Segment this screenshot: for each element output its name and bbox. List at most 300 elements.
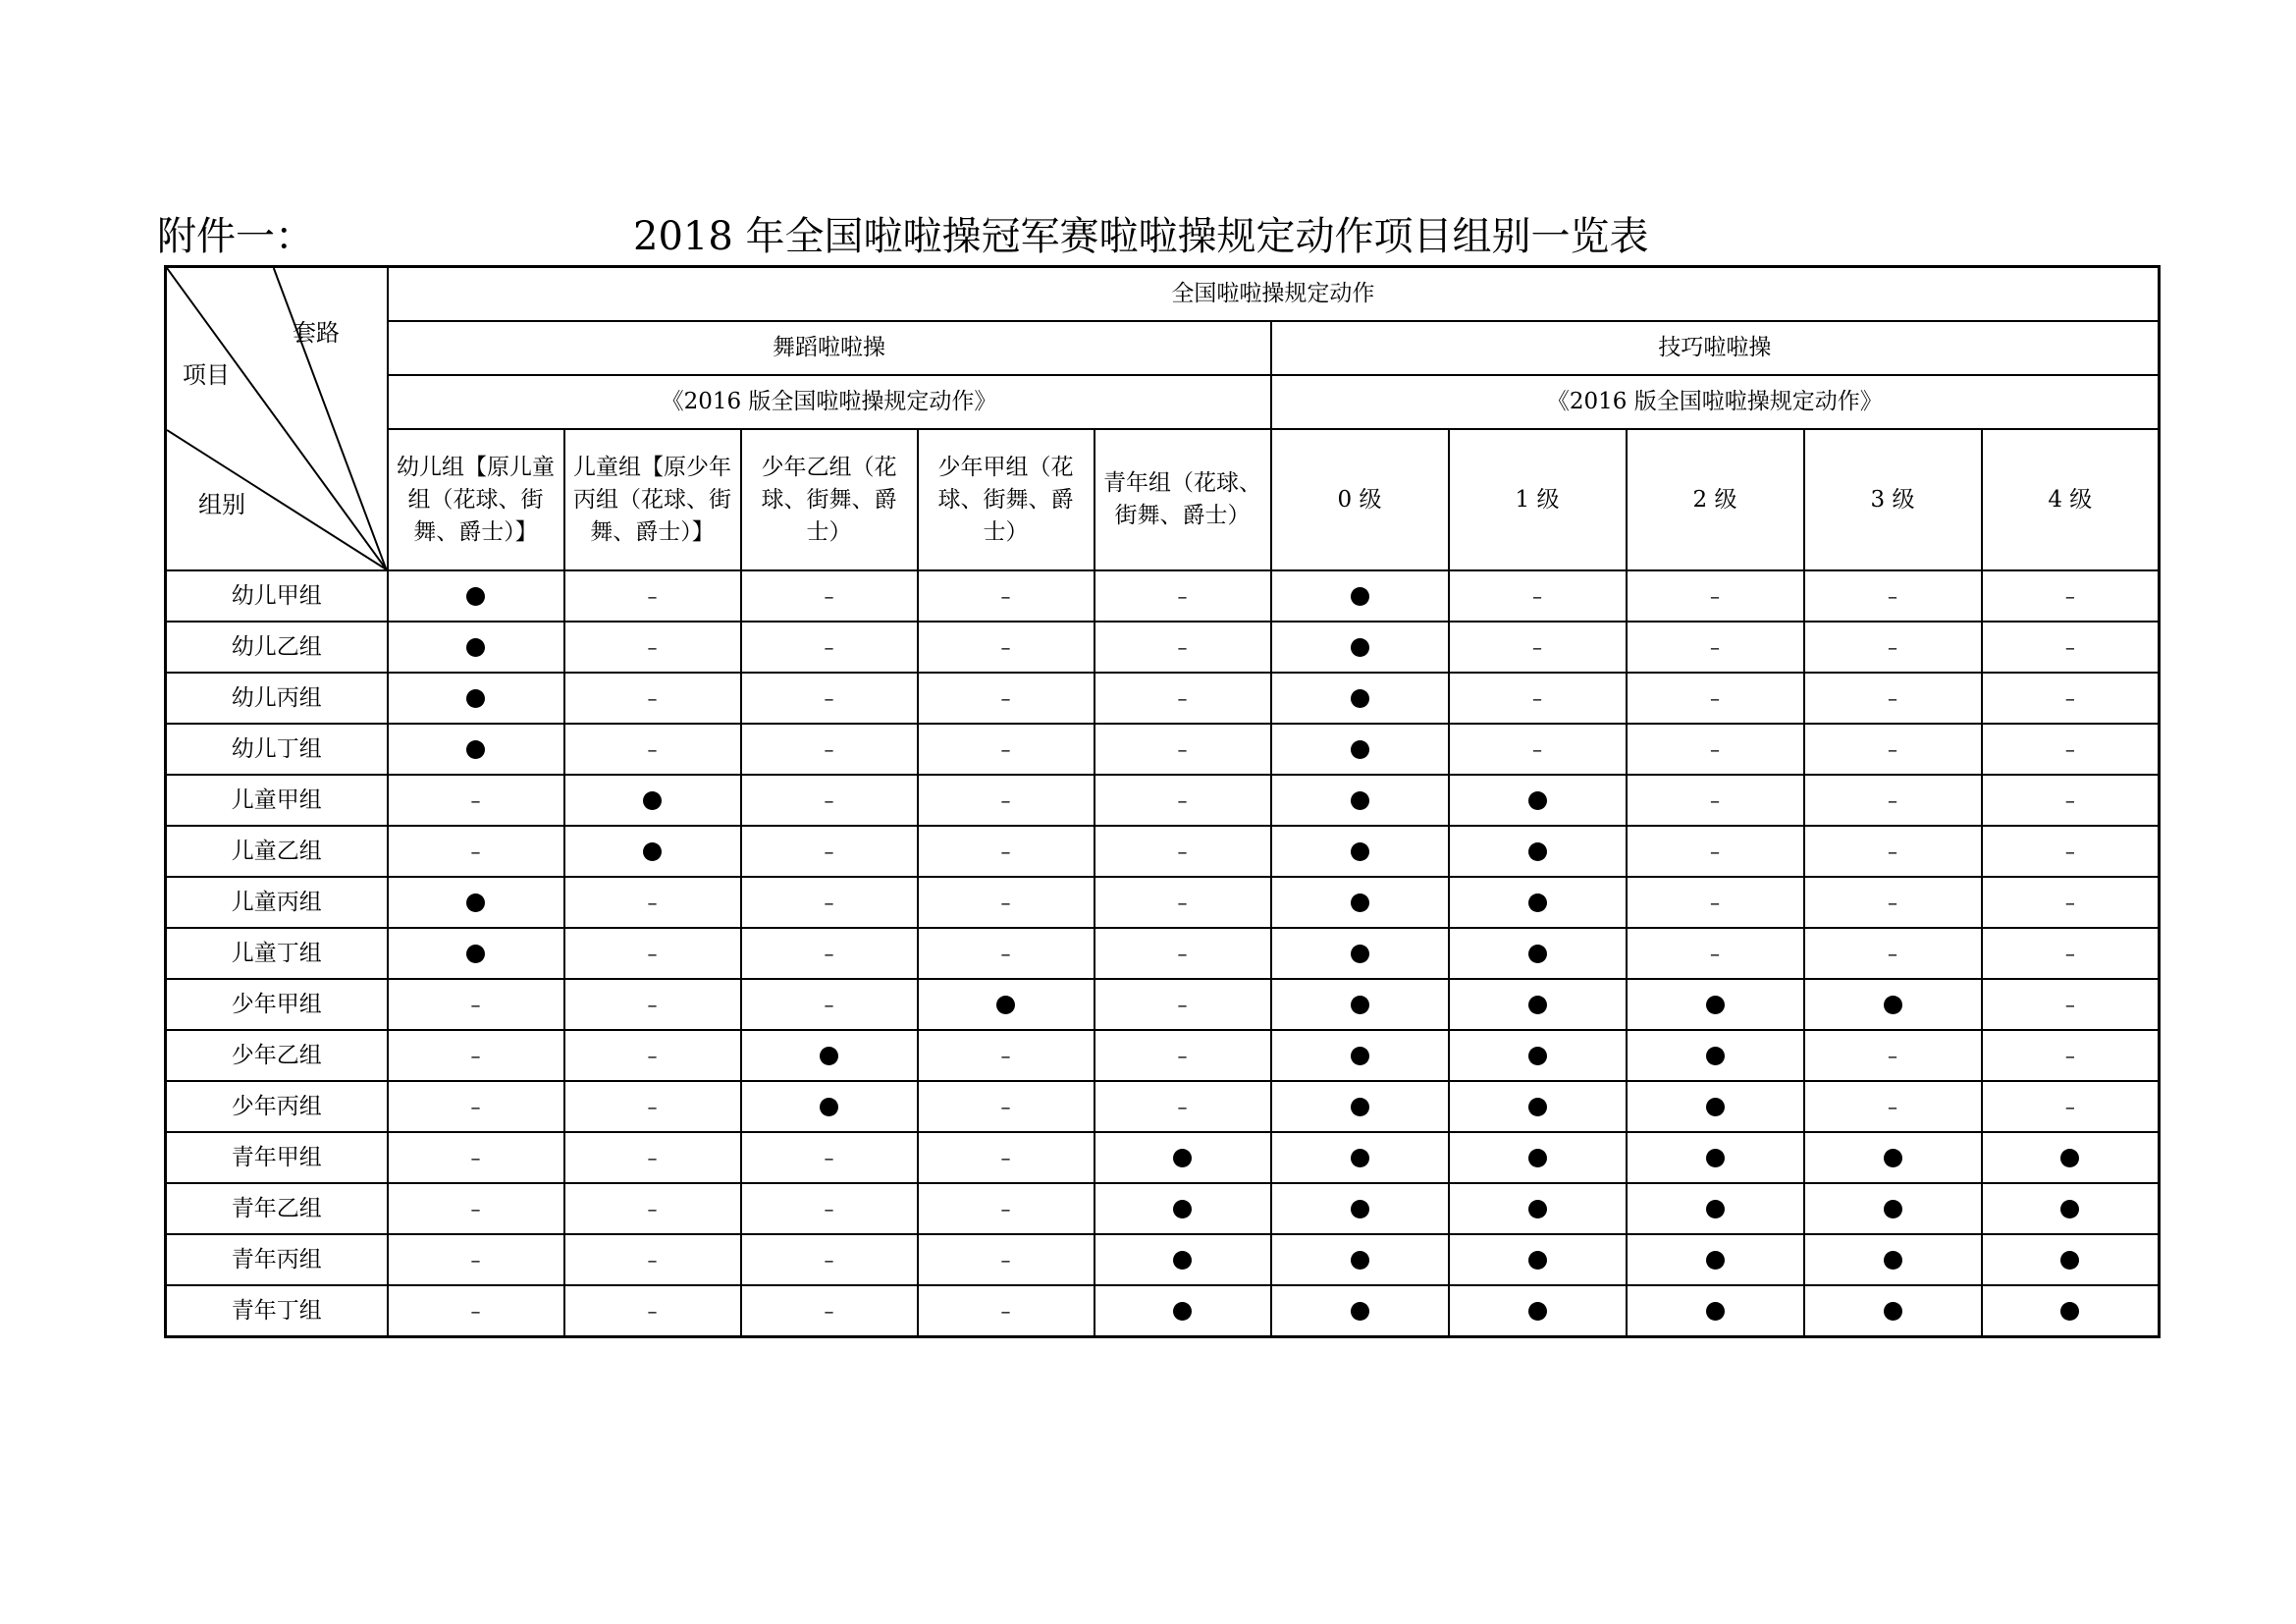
table-body bbox=[166, 267, 2160, 1337]
table-cell bbox=[564, 1285, 741, 1337]
table-cell bbox=[918, 979, 1095, 1030]
dash-mark: – bbox=[1000, 634, 1011, 659]
table-cell bbox=[1449, 673, 1627, 724]
dash-mark: – bbox=[2064, 583, 2075, 608]
filled-dot-icon bbox=[1706, 1047, 1725, 1065]
table-cell bbox=[1982, 1183, 2160, 1234]
table-cell bbox=[564, 1234, 741, 1285]
dash-mark: – bbox=[824, 634, 834, 659]
dash-mark: – bbox=[647, 890, 658, 914]
table-cell bbox=[1449, 826, 1627, 877]
filled-dot-icon bbox=[1528, 1302, 1547, 1321]
table-cell bbox=[1271, 1030, 1449, 1081]
table-cell bbox=[741, 724, 918, 775]
column-header: 1 级 bbox=[1449, 429, 1627, 570]
row-label: 儿童乙组 bbox=[166, 826, 388, 877]
table-cell bbox=[1804, 1285, 1982, 1337]
table-cell bbox=[1449, 979, 1627, 1030]
table-cell bbox=[1804, 826, 1982, 877]
dash-mark: – bbox=[470, 839, 481, 863]
filled-dot-icon bbox=[1351, 689, 1369, 708]
table-row bbox=[166, 673, 2160, 724]
dash-mark: – bbox=[1888, 634, 1897, 659]
table-cell bbox=[1982, 1234, 2160, 1285]
table-row bbox=[166, 1234, 2160, 1285]
dash-mark: – bbox=[2064, 634, 2075, 659]
filled-dot-icon bbox=[1351, 1251, 1369, 1270]
table-cell bbox=[1982, 979, 2160, 1030]
dash-mark: – bbox=[470, 992, 481, 1016]
table-row bbox=[166, 826, 2160, 877]
table-cell bbox=[1095, 1183, 1271, 1234]
table-cell bbox=[1271, 1285, 1449, 1337]
table-cell bbox=[388, 877, 564, 928]
table-cell bbox=[918, 1081, 1095, 1132]
dash-mark: – bbox=[1710, 634, 1720, 659]
dash-mark: – bbox=[1888, 736, 1897, 761]
table-row bbox=[166, 1081, 2160, 1132]
table-cell bbox=[1627, 826, 1804, 877]
document-title: 2018 年全国啦啦操冠军赛啦啦操规定动作项目组别一览表 bbox=[633, 214, 1649, 259]
table-cell bbox=[1627, 622, 1804, 673]
table-cell bbox=[1982, 1132, 2160, 1183]
dash-mark: – bbox=[1888, 1043, 1897, 1067]
filled-dot-icon bbox=[1351, 1098, 1369, 1116]
table-cell bbox=[564, 1081, 741, 1132]
dash-mark: – bbox=[2064, 787, 2075, 812]
table-cell bbox=[564, 1030, 741, 1081]
table-cell bbox=[1627, 1183, 1804, 1234]
table-cell bbox=[564, 877, 741, 928]
corner-label-zubie: 组别 bbox=[198, 491, 245, 518]
title-row bbox=[157, 208, 2160, 265]
dash-mark: – bbox=[824, 685, 834, 710]
dash-mark: – bbox=[824, 890, 834, 914]
table-cell bbox=[918, 1234, 1095, 1285]
dash-mark: – bbox=[470, 1196, 481, 1220]
row-label: 青年丁组 bbox=[166, 1285, 388, 1337]
dash-mark: – bbox=[1177, 941, 1188, 965]
table-cell bbox=[918, 826, 1095, 877]
table-cell bbox=[1804, 724, 1982, 775]
dash-mark: – bbox=[647, 685, 658, 710]
dash-mark: – bbox=[1000, 685, 1011, 710]
table-cell bbox=[1271, 928, 1449, 979]
table-cell bbox=[1271, 570, 1449, 622]
table-cell bbox=[1627, 570, 1804, 622]
table-cell bbox=[1982, 1081, 2160, 1132]
table-row bbox=[166, 979, 2160, 1030]
table-cell bbox=[388, 1234, 564, 1285]
dash-mark: – bbox=[824, 1247, 834, 1272]
table-cell bbox=[388, 724, 564, 775]
filled-dot-icon bbox=[466, 740, 485, 759]
dash-mark: – bbox=[1000, 1094, 1011, 1118]
row-label: 幼儿甲组 bbox=[166, 570, 388, 622]
dash-mark: – bbox=[1710, 685, 1720, 710]
table-cell bbox=[1982, 928, 2160, 979]
table-cell bbox=[388, 826, 564, 877]
corner-diagonal-cell bbox=[166, 267, 388, 571]
column-header: 幼儿组【原儿童组（花球、街舞、爵士）】 bbox=[388, 429, 564, 570]
dash-mark: – bbox=[647, 1094, 658, 1118]
column-header: 青年组（花球、街舞、爵士） bbox=[1095, 429, 1271, 570]
filled-dot-icon bbox=[1706, 1302, 1725, 1321]
table-cell bbox=[741, 1234, 918, 1285]
filled-dot-icon bbox=[996, 996, 1015, 1014]
filled-dot-icon bbox=[1528, 1098, 1547, 1116]
dash-mark: – bbox=[1710, 941, 1720, 965]
dash-mark: – bbox=[1888, 583, 1897, 608]
row-label: 少年乙组 bbox=[166, 1030, 388, 1081]
dash-mark: – bbox=[1177, 992, 1188, 1016]
table-cell bbox=[741, 928, 918, 979]
filled-dot-icon bbox=[1351, 945, 1369, 963]
table-cell bbox=[1982, 1285, 2160, 1337]
filled-dot-icon bbox=[1884, 996, 1902, 1014]
table-cell bbox=[741, 1183, 918, 1234]
table-cell bbox=[564, 724, 741, 775]
group-name-skill: 技巧啦啦操 bbox=[1271, 321, 2160, 375]
filled-dot-icon bbox=[1528, 1149, 1547, 1167]
dash-mark: – bbox=[647, 634, 658, 659]
table-cell bbox=[1982, 1030, 2160, 1081]
dash-mark: – bbox=[1000, 1196, 1011, 1220]
dash-mark: – bbox=[1000, 736, 1011, 761]
dash-mark: – bbox=[1000, 787, 1011, 812]
dash-mark: – bbox=[824, 941, 834, 965]
column-header: 少年乙组（花球、街舞、爵士） bbox=[741, 429, 918, 570]
dash-mark: – bbox=[1532, 685, 1542, 710]
table-cell bbox=[741, 1285, 918, 1337]
dash-mark: – bbox=[1888, 1094, 1897, 1118]
row-label: 儿童丙组 bbox=[166, 877, 388, 928]
table-cell bbox=[1095, 570, 1271, 622]
table-cell bbox=[1804, 673, 1982, 724]
column-header: 3 级 bbox=[1804, 429, 1982, 570]
dash-mark: – bbox=[1888, 685, 1897, 710]
table-cell bbox=[1095, 775, 1271, 826]
table-cell bbox=[741, 570, 918, 622]
dash-mark: – bbox=[2064, 839, 2075, 863]
filled-dot-icon bbox=[2060, 1149, 2079, 1167]
table-cell bbox=[741, 877, 918, 928]
filled-dot-icon bbox=[1884, 1149, 1902, 1167]
table-cell bbox=[1982, 570, 2160, 622]
row-label: 幼儿丙组 bbox=[166, 673, 388, 724]
table-cell bbox=[918, 724, 1095, 775]
table-cell bbox=[918, 928, 1095, 979]
table-cell bbox=[1095, 1030, 1271, 1081]
table-cell bbox=[918, 1132, 1095, 1183]
column-header: 4 级 bbox=[1982, 429, 2160, 570]
filled-dot-icon bbox=[1528, 893, 1547, 912]
filled-dot-icon bbox=[1173, 1200, 1192, 1218]
table-cell bbox=[1627, 1234, 1804, 1285]
table-cell bbox=[1095, 1234, 1271, 1285]
attachment-label: 附件一： bbox=[157, 214, 314, 259]
group-edition-skill: 《2016 版全国啦啦操规定动作》 bbox=[1271, 375, 2160, 429]
filled-dot-icon bbox=[1351, 1047, 1369, 1065]
table-row bbox=[166, 775, 2160, 826]
table-cell bbox=[918, 877, 1095, 928]
event-group-table bbox=[164, 265, 2161, 1338]
group-edition-dance: 《2016 版全国啦啦操规定动作》 bbox=[388, 375, 1271, 429]
filled-dot-icon bbox=[1706, 1200, 1725, 1218]
row-label: 少年丙组 bbox=[166, 1081, 388, 1132]
table-row bbox=[166, 1132, 2160, 1183]
table-cell bbox=[1095, 979, 1271, 1030]
dash-mark: – bbox=[647, 1298, 658, 1323]
filled-dot-icon bbox=[1351, 842, 1369, 861]
table-cell bbox=[564, 1183, 741, 1234]
filled-dot-icon bbox=[466, 945, 485, 963]
table-cell bbox=[1804, 1234, 1982, 1285]
row-label: 青年乙组 bbox=[166, 1183, 388, 1234]
filled-dot-icon bbox=[1884, 1302, 1902, 1321]
table-cell bbox=[1449, 1234, 1627, 1285]
table-cell bbox=[1449, 775, 1627, 826]
dash-mark: – bbox=[1000, 1247, 1011, 1272]
filled-dot-icon bbox=[2060, 1251, 2079, 1270]
dash-mark: – bbox=[647, 1145, 658, 1169]
table-cell bbox=[741, 1030, 918, 1081]
table-cell bbox=[1271, 877, 1449, 928]
table-cell bbox=[741, 622, 918, 673]
dash-mark: – bbox=[2064, 1043, 2075, 1067]
corner-label-xiangmu: 项目 bbox=[183, 361, 230, 389]
filled-dot-icon bbox=[1706, 1098, 1725, 1116]
dash-mark: – bbox=[647, 941, 658, 965]
column-header: 儿童组【原少年丙组（花球、街舞、爵士）】 bbox=[564, 429, 741, 570]
table-cell bbox=[741, 673, 918, 724]
table-cell bbox=[1804, 979, 1982, 1030]
table-cell bbox=[1271, 1081, 1449, 1132]
table-cell bbox=[1804, 622, 1982, 673]
filled-dot-icon bbox=[643, 791, 662, 810]
row-label: 青年甲组 bbox=[166, 1132, 388, 1183]
dash-mark: – bbox=[1888, 890, 1897, 914]
filled-dot-icon bbox=[1173, 1302, 1192, 1321]
table-cell bbox=[741, 775, 918, 826]
filled-dot-icon bbox=[2060, 1200, 2079, 1218]
filled-dot-icon bbox=[1351, 587, 1369, 606]
dash-mark: – bbox=[1177, 1043, 1188, 1067]
filled-dot-icon bbox=[466, 638, 485, 657]
row-label: 儿童丁组 bbox=[166, 928, 388, 979]
dash-mark: – bbox=[1000, 1043, 1011, 1067]
table-cell bbox=[1982, 877, 2160, 928]
table-row bbox=[166, 622, 2160, 673]
table-cell bbox=[388, 1132, 564, 1183]
table-cell bbox=[564, 775, 741, 826]
filled-dot-icon bbox=[1528, 842, 1547, 861]
filled-dot-icon bbox=[1351, 740, 1369, 759]
dash-mark: – bbox=[1177, 583, 1188, 608]
table-cell bbox=[1271, 1234, 1449, 1285]
filled-dot-icon bbox=[1351, 791, 1369, 810]
table-cell bbox=[918, 1183, 1095, 1234]
row-label: 儿童甲组 bbox=[166, 775, 388, 826]
table-cell bbox=[1449, 724, 1627, 775]
table-cell bbox=[741, 826, 918, 877]
dash-mark: – bbox=[1710, 583, 1720, 608]
table-cell bbox=[1449, 1183, 1627, 1234]
table-cell bbox=[1627, 724, 1804, 775]
table-cell bbox=[1095, 928, 1271, 979]
table-row bbox=[166, 928, 2160, 979]
table-cell bbox=[1982, 673, 2160, 724]
dash-mark: – bbox=[1177, 736, 1188, 761]
dash-mark: – bbox=[647, 1247, 658, 1272]
row-label: 少年甲组 bbox=[166, 979, 388, 1030]
header-row-1 bbox=[166, 267, 2160, 322]
table-cell bbox=[388, 1285, 564, 1337]
table-row bbox=[166, 877, 2160, 928]
table-cell bbox=[564, 622, 741, 673]
table-cell bbox=[1982, 826, 2160, 877]
table-cell bbox=[1095, 1285, 1271, 1337]
row-label: 幼儿丁组 bbox=[166, 724, 388, 775]
header-row-3 bbox=[166, 375, 2160, 429]
filled-dot-icon bbox=[643, 842, 662, 861]
table-row bbox=[166, 1030, 2160, 1081]
dash-mark: – bbox=[824, 839, 834, 863]
dash-mark: – bbox=[1177, 787, 1188, 812]
filled-dot-icon bbox=[1351, 1200, 1369, 1218]
table-cell bbox=[1804, 1030, 1982, 1081]
dash-mark: – bbox=[824, 1298, 834, 1323]
table-cell bbox=[564, 979, 741, 1030]
dash-mark: – bbox=[824, 787, 834, 812]
table-cell bbox=[918, 622, 1095, 673]
table-cell bbox=[1095, 1132, 1271, 1183]
row-label: 幼儿乙组 bbox=[166, 622, 388, 673]
filled-dot-icon bbox=[466, 689, 485, 708]
table-cell bbox=[1627, 877, 1804, 928]
dash-mark: – bbox=[1177, 1094, 1188, 1118]
filled-dot-icon bbox=[1706, 1149, 1725, 1167]
table-cell bbox=[1095, 877, 1271, 928]
table-cell bbox=[918, 1285, 1095, 1337]
dash-mark: – bbox=[2064, 890, 2075, 914]
dash-mark: – bbox=[1888, 787, 1897, 812]
table-cell bbox=[1627, 1030, 1804, 1081]
filled-dot-icon bbox=[1528, 945, 1547, 963]
dash-mark: – bbox=[1177, 890, 1188, 914]
table-cell bbox=[1627, 979, 1804, 1030]
table-cell bbox=[918, 1030, 1095, 1081]
filled-dot-icon bbox=[1173, 1251, 1192, 1270]
table-cell bbox=[1627, 775, 1804, 826]
filled-dot-icon bbox=[1173, 1149, 1192, 1167]
dash-mark: – bbox=[470, 1043, 481, 1067]
table-cell bbox=[1627, 928, 1804, 979]
group-name-dance: 舞蹈啦啦操 bbox=[388, 321, 1271, 375]
dash-mark: – bbox=[1177, 685, 1188, 710]
table-cell bbox=[1804, 877, 1982, 928]
dash-mark: – bbox=[1710, 839, 1720, 863]
dash-mark: – bbox=[1177, 634, 1188, 659]
table-cell bbox=[1271, 775, 1449, 826]
dash-mark: – bbox=[470, 787, 481, 812]
dash-mark: – bbox=[1000, 1298, 1011, 1323]
table-cell bbox=[1982, 622, 2160, 673]
table-row bbox=[166, 570, 2160, 622]
table-cell bbox=[1627, 673, 1804, 724]
table-cell bbox=[388, 622, 564, 673]
column-header: 少年甲组（花球、街舞、爵士） bbox=[918, 429, 1095, 570]
table-cell bbox=[1804, 1183, 1982, 1234]
filled-dot-icon bbox=[820, 1047, 838, 1065]
column-header: 2 级 bbox=[1627, 429, 1804, 570]
dash-mark: – bbox=[647, 736, 658, 761]
table-cell bbox=[1627, 1132, 1804, 1183]
column-header: 0 级 bbox=[1271, 429, 1449, 570]
filled-dot-icon bbox=[1706, 996, 1725, 1014]
dash-mark: – bbox=[470, 1145, 481, 1169]
table-cell bbox=[1095, 673, 1271, 724]
dash-mark: – bbox=[1532, 634, 1542, 659]
dash-mark: – bbox=[824, 736, 834, 761]
table-row bbox=[166, 1183, 2160, 1234]
dash-mark: – bbox=[824, 1196, 834, 1220]
table-cell bbox=[918, 673, 1095, 724]
dash-mark: – bbox=[647, 1196, 658, 1220]
dash-mark: – bbox=[1888, 941, 1897, 965]
dash-mark: – bbox=[824, 1145, 834, 1169]
dash-mark: – bbox=[647, 583, 658, 608]
table-cell bbox=[741, 1132, 918, 1183]
dash-mark: – bbox=[2064, 685, 2075, 710]
table-cell bbox=[388, 673, 564, 724]
filled-dot-icon bbox=[466, 893, 485, 912]
table-cell bbox=[564, 826, 741, 877]
filled-dot-icon bbox=[1351, 1149, 1369, 1167]
dash-mark: – bbox=[1000, 890, 1011, 914]
top-header-cell: 全国啦啦操规定动作 bbox=[388, 267, 2160, 322]
diagonal-lines bbox=[167, 268, 387, 569]
table-row bbox=[166, 724, 2160, 775]
table-cell bbox=[1271, 826, 1449, 877]
dash-mark: – bbox=[647, 1043, 658, 1067]
table-cell bbox=[564, 570, 741, 622]
dash-mark: – bbox=[470, 1247, 481, 1272]
table-cell bbox=[1982, 724, 2160, 775]
table-cell bbox=[918, 570, 1095, 622]
dash-mark: – bbox=[1532, 736, 1542, 761]
table-cell bbox=[1095, 724, 1271, 775]
table-cell bbox=[1271, 1132, 1449, 1183]
table-cell bbox=[1449, 570, 1627, 622]
table-cell bbox=[388, 775, 564, 826]
table-cell bbox=[388, 928, 564, 979]
table-cell bbox=[1982, 775, 2160, 826]
dash-mark: – bbox=[1000, 1145, 1011, 1169]
table-cell bbox=[918, 775, 1095, 826]
table-cell bbox=[564, 928, 741, 979]
table-cell bbox=[1449, 1132, 1627, 1183]
header-row-2 bbox=[166, 321, 2160, 375]
table-cell bbox=[1804, 775, 1982, 826]
dash-mark: – bbox=[1888, 839, 1897, 863]
filled-dot-icon bbox=[1351, 1302, 1369, 1321]
table-cell bbox=[1449, 877, 1627, 928]
table-cell bbox=[1804, 1081, 1982, 1132]
filled-dot-icon bbox=[1528, 1251, 1547, 1270]
dash-mark: – bbox=[1710, 787, 1720, 812]
table-cell bbox=[388, 570, 564, 622]
